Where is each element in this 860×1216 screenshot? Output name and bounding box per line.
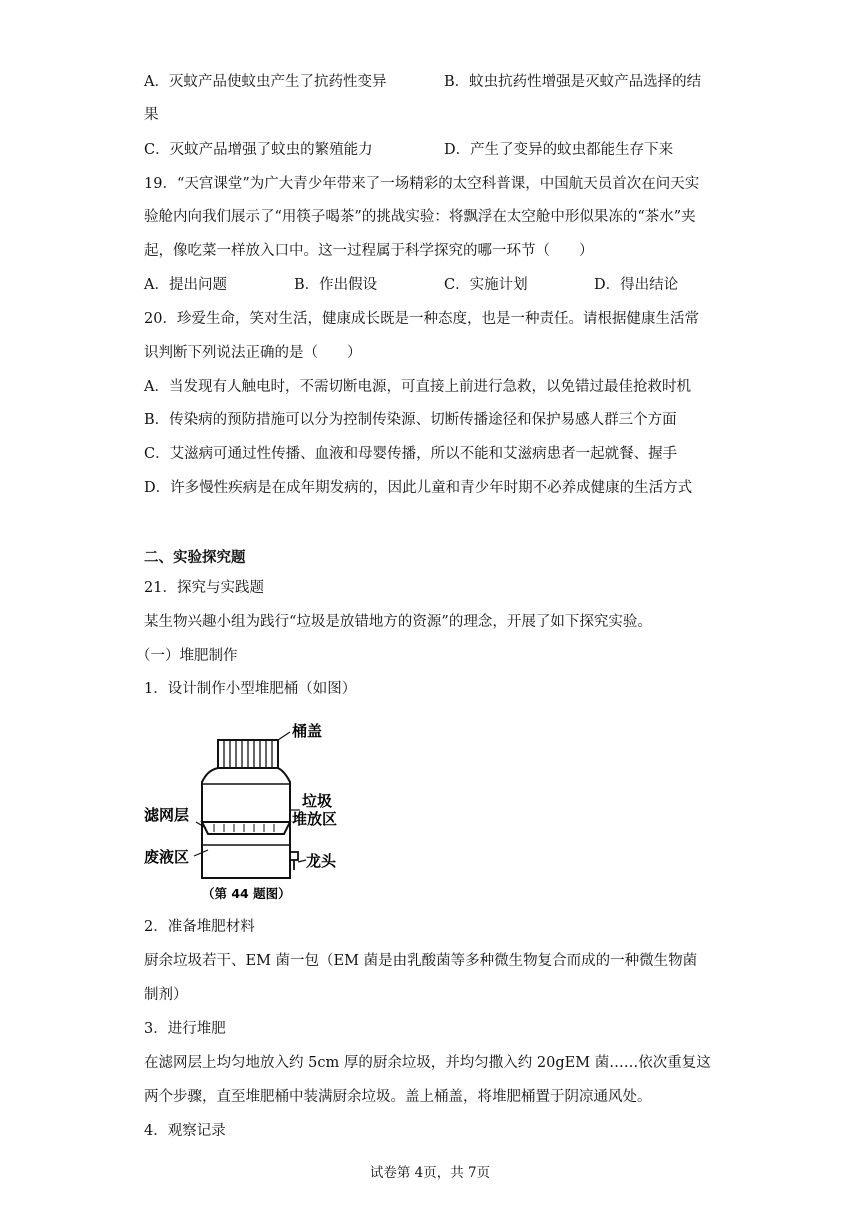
filter-layer <box>202 822 290 834</box>
q18-option-d: D．产生了变异的蚊虫都能生存下来 <box>444 142 674 158</box>
step2-text-line-2: 制剂） <box>144 987 188 1003</box>
label-filter: 滤网层 <box>144 806 190 824</box>
q20-stem-line-2: 识判断下列说法正确的是（ ） <box>144 345 362 361</box>
q19-option-c: C．实施计划 <box>444 277 528 293</box>
q20-stem-line-1: 20．珍爱生命，笑对生活，健康成长既是一种态度，也是一种责任。请根据健康生活常 <box>144 311 699 327</box>
step2-title: 2．准备堆肥材料 <box>144 919 255 935</box>
q19-option-a: A．提出问题 <box>144 277 227 293</box>
q18-option-c: C．灭蚊产品增强了蚊虫的繁殖能力 <box>144 142 373 158</box>
q20-option-a: A．当发现有人触电时，不需切断电源，可直接上前进行急救，以免错过最佳抢救时机 <box>144 379 691 395</box>
q19-stem-line-3: 起，像吃菜一样放入口中。这一过程属于科学探究的哪一环节（ ） <box>144 243 594 259</box>
label-waste-2: 堆放区 <box>292 810 338 828</box>
q19-option-b: B．作出假设 <box>294 277 378 293</box>
label-lid: 桶盖 <box>292 722 323 740</box>
bin-lid <box>218 740 278 768</box>
q19-stem-line-2: 验舱内向我们展示了“用筷子喝茶”的挑战实验：将飘浮在太空舱中形似果冻的“茶水”夹 <box>144 209 696 225</box>
tap-icon <box>290 852 298 870</box>
step3-text-line-2: 两个步骤，直至堆肥桶中装满厨余垃圾。盖上桶盖，将堆肥桶置于阴凉通风处。 <box>144 1089 652 1105</box>
q19-stem-line-1: 19．“天宫课堂”为广大青少年带来了一场精彩的太空科普课，中国航天员首次在问天实 <box>144 176 700 192</box>
q20-option-c: C．艾滋病可通过性传播、血液和母婴传播，所以不能和艾滋病患者一起就餐、握手 <box>144 446 678 462</box>
part1-heading: （一）堆肥制作 <box>136 648 238 664</box>
compost-bin-figure <box>140 710 350 902</box>
step4-title: 4．观察记录 <box>144 1123 226 1139</box>
step3-title: 3．进行堆肥 <box>144 1021 226 1037</box>
page-footer: 试卷第 4页，共 7页 <box>369 1165 491 1181</box>
q20-option-b: B．传染病的预防措施可以分为控制传染源、切断传播途径和保护易感人群三个方面 <box>144 412 677 428</box>
q21-title: 21．探究与实践题 <box>144 580 264 596</box>
section-title: 二、实验探究题 <box>144 549 246 566</box>
q18-option-b: B．蚊虫抗药性增强是灭蚊产品选择的结 <box>444 74 702 90</box>
q18-option-a: A．灭蚊产品使蚊虫产生了抗药性变异 <box>144 74 387 90</box>
figure-caption: （第 44 题图） <box>202 886 291 901</box>
step1-text: 1．设计制作小型堆肥桶（如图） <box>144 681 357 697</box>
step2-text-line-1: 厨余垃圾若干、EM 菌一包（EM 菌是由乳酸菌等多种微生物复合而成的一种微生物菌 <box>144 953 698 969</box>
label-liquid: 废液区 <box>144 848 190 866</box>
q19-option-d: D．得出结论 <box>594 277 679 293</box>
step3-text-line-1: 在滤网层上均匀地放入约 5cm 厚的厨余垃圾，并均匀撒入约 20gEM 菌……依次重复这 <box>144 1055 711 1071</box>
label-waste-1: 垃圾 <box>302 792 333 810</box>
q21-intro: 某生物兴趣小组为践行“垃圾是放错地方的资源”的理念，开展了如下探究实验。 <box>144 614 652 630</box>
q20-option-d: D．许多慢性疾病是在成年期发病的，因此儿童和青少年时期不必养成健康的生活方式 <box>144 480 693 496</box>
label-tap: 龙头 <box>306 852 337 870</box>
q18-option-b-continued: 果 <box>144 107 159 123</box>
